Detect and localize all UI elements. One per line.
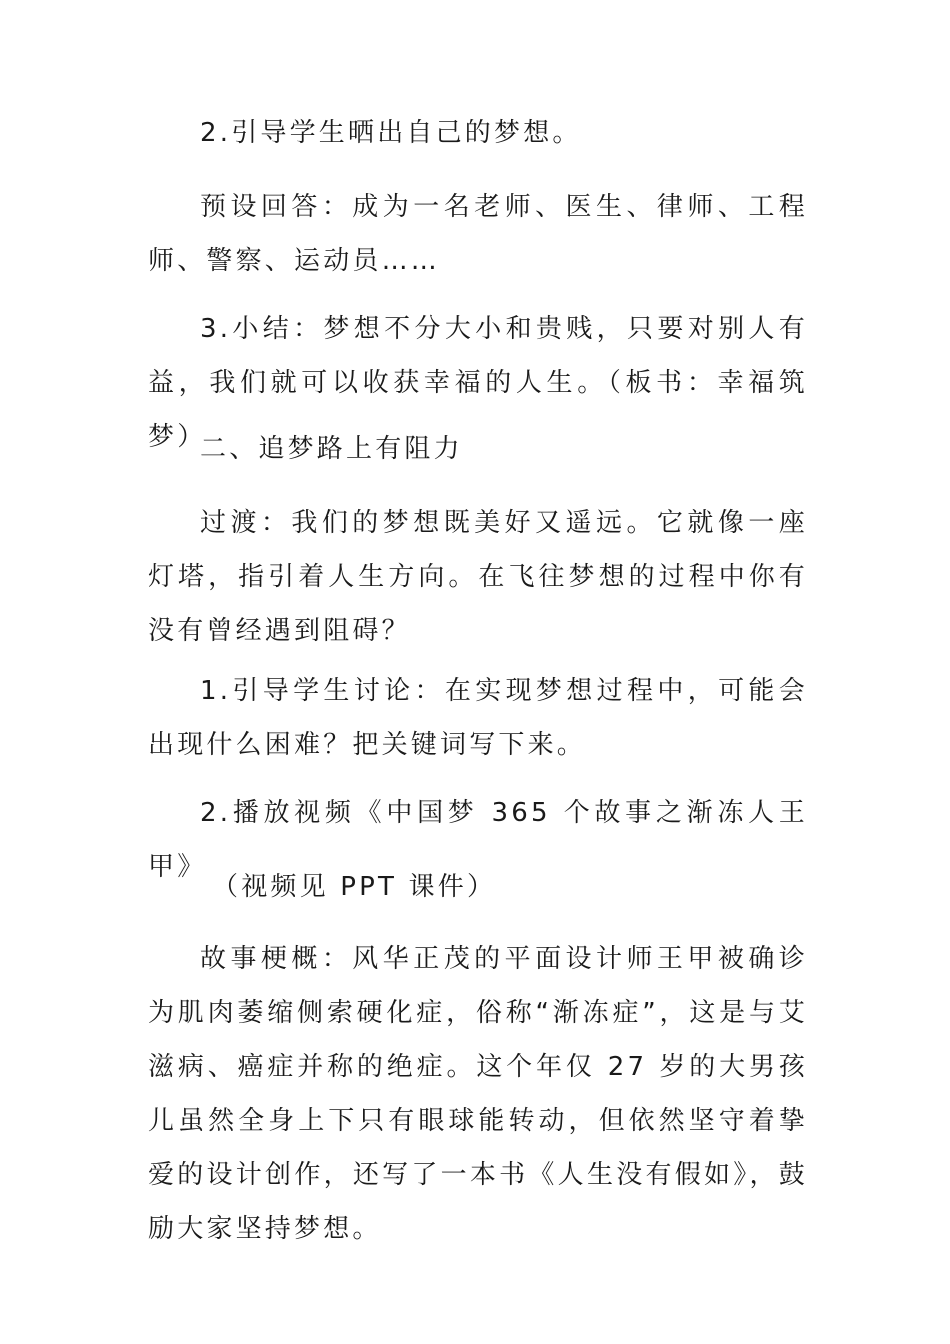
- paragraph-discussion: 1.引导学生讨论：在实现梦想过程中，可能会出现什么困难？把关键词写下来。: [148, 676, 808, 760]
- paragraph-1: 2.引导学生晒出自己的梦想。: [200, 118, 582, 148]
- section-heading: 二、追梦路上有阻力: [200, 434, 463, 464]
- paragraph-2: 预设回答：成为一名老师、医生、律师、工程师、警察、运动员……: [148, 192, 808, 276]
- paragraph-transition: 过渡：我们的梦想既美好又遥远。它就像一座灯塔，指引着人生方向。在飞往梦想的过程中你有没有曾经遇到阻碍？: [148, 508, 808, 646]
- paragraph-3: 3.小结：梦想不分大小和贵贱，只要对别人有益，我们就可以收获幸福的人生。（板书：幸福筑梦）: [148, 314, 808, 452]
- paragraph-video-note: （视频见 PPT 课件）: [212, 872, 497, 902]
- paragraph-story-summary: 故事梗概：风华正茂的平面设计师王甲被确诊为肌肉萎缩侧索硬化症，俗称“渐冻症”，这是与艾滋病、癌症并称的绝症。这个年仅 27 岁的大男孩儿虽然全身上下只有眼球能转动，但依然坚守着挚爱的设计创作，还写了一本书《人生没有假如》，鼓励大家坚持梦想。: [148, 944, 808, 1244]
- paragraph-video: 2.播放视频《中国梦 365 个故事之渐冻人王甲》: [148, 798, 808, 882]
